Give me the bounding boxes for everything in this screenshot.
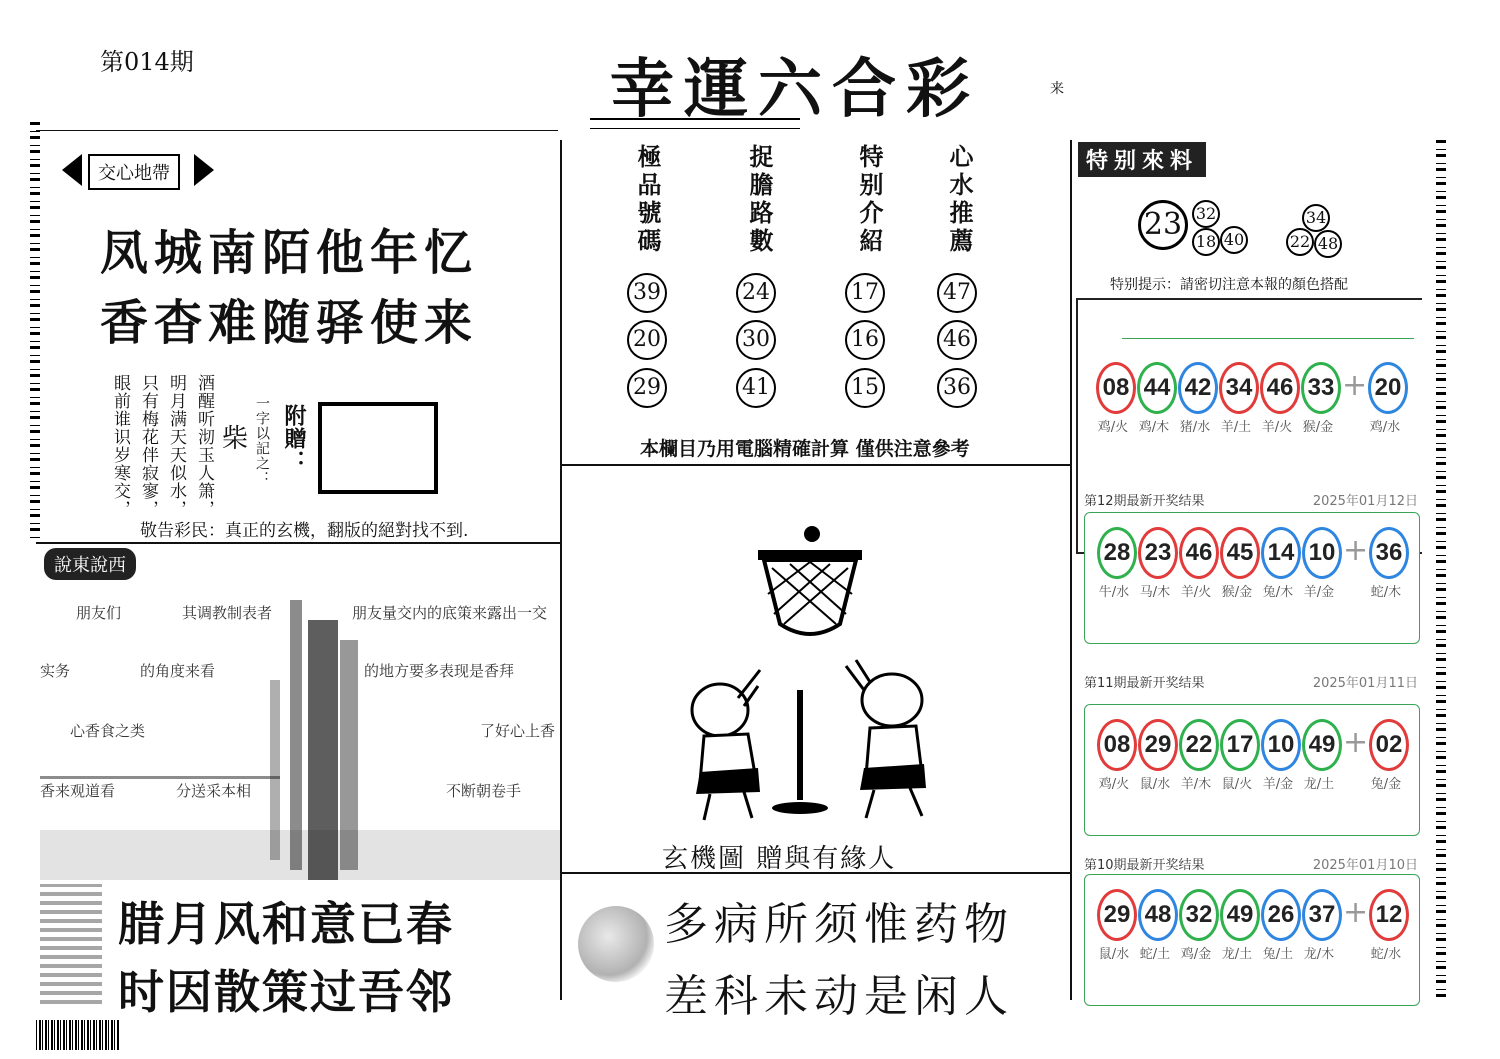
column-header-best-numbers: 極品號碼 bbox=[633, 144, 662, 256]
lottery-ball: 37 bbox=[1302, 889, 1342, 941]
ball-zodiac: 鸡/水 bbox=[1369, 420, 1401, 435]
special-ball: 40 bbox=[1220, 226, 1248, 254]
scan-text: 的角度来看 bbox=[140, 662, 216, 680]
heart-zone-tag: 交心地帶 bbox=[88, 154, 180, 190]
scan-text: 朋友量交内的底策来露出一交 bbox=[352, 604, 548, 622]
ball-zodiac: 羊/土 bbox=[1220, 420, 1252, 435]
lottery-ball: 22 bbox=[1179, 719, 1219, 771]
pick-number: 24 bbox=[736, 273, 776, 313]
lottery-ball: 08 bbox=[1096, 362, 1136, 414]
pick-number: 41 bbox=[736, 368, 776, 408]
lottery-ball: 46 bbox=[1179, 527, 1219, 579]
scan-text: 香来观道看 bbox=[40, 782, 116, 800]
result-heading bbox=[1084, 854, 1418, 873]
lottery-ball: 23 bbox=[1138, 527, 1178, 579]
lottery-ball: 46 bbox=[1260, 362, 1300, 414]
result-card bbox=[1084, 348, 1418, 478]
center-poem-line-2: 差科未动是闲人 bbox=[664, 971, 1014, 1022]
lottery-ball: 26 bbox=[1261, 889, 1301, 941]
lottery-ball: 33 bbox=[1301, 362, 1341, 414]
frame-divider-left bbox=[560, 140, 562, 1000]
poem-line-1: 凤城南陌他年忆 bbox=[100, 225, 479, 281]
vine-border-left bbox=[30, 122, 40, 542]
right-child-icon bbox=[846, 660, 926, 818]
heart-zone-label bbox=[62, 150, 212, 188]
scan-noise-block bbox=[40, 884, 102, 1004]
barcode-icon bbox=[36, 1020, 120, 1050]
ball-zodiac: 羊/火 bbox=[1180, 585, 1212, 600]
riddle-caption: 玄機圖 贈與有緣人 bbox=[662, 844, 897, 874]
pole-base-icon bbox=[772, 802, 828, 814]
lottery-ball: 29 bbox=[1138, 719, 1178, 771]
lottery-ball: 10 bbox=[1261, 719, 1301, 771]
result-heading bbox=[1084, 672, 1418, 691]
riddle-hint-label: 一字以記之： bbox=[254, 396, 270, 486]
result-date: 2025年01月10日 bbox=[1312, 858, 1418, 873]
frame-left-mid bbox=[36, 542, 560, 544]
ball-zodiac: 猪/水 bbox=[1179, 420, 1211, 435]
scan-text: 不断朝卷手 bbox=[446, 782, 522, 800]
ball-zodiac: 鼠/火 bbox=[1221, 777, 1253, 792]
ball-zodiac: 鼠/水 bbox=[1098, 947, 1130, 962]
lottery-ball: 49 bbox=[1220, 889, 1260, 941]
scan-text: 分送采本相 bbox=[176, 782, 252, 800]
lottery-ball: 28 bbox=[1097, 527, 1137, 579]
title-suffix: 来 bbox=[1050, 81, 1064, 97]
ball-zodiac: 羊/金 bbox=[1262, 777, 1294, 792]
scan-noise bbox=[40, 776, 280, 779]
ball-zodiac: 龙/土 bbox=[1221, 947, 1253, 962]
special-lottery-ball: 20 bbox=[1368, 362, 1408, 414]
left-child-icon bbox=[692, 670, 760, 820]
ball-zodiac: 鸡/金 bbox=[1180, 947, 1212, 962]
column-header-special: 特别介紹 bbox=[855, 144, 884, 256]
yin-yang-icon bbox=[578, 906, 654, 982]
ball-zodiac: 羊/金 bbox=[1303, 585, 1335, 600]
column-header-route: 捉膽路數 bbox=[745, 144, 774, 256]
column-header-recommend: 心水推薦 bbox=[945, 144, 974, 256]
ball-zodiac: 鸡/火 bbox=[1097, 420, 1129, 435]
scan-noise bbox=[40, 830, 560, 880]
pick-number: 29 bbox=[627, 368, 667, 408]
special-ball: 22 bbox=[1286, 228, 1314, 256]
plus-icon: + bbox=[1343, 725, 1369, 760]
bottom-poem-line-2: 时因散策过吾邻 bbox=[118, 965, 454, 1019]
scanned-text-area bbox=[40, 580, 560, 880]
ball-zodiac: 蛇/土 bbox=[1139, 947, 1171, 962]
plus-icon: + bbox=[1342, 368, 1368, 403]
pick-number: 39 bbox=[627, 273, 667, 313]
reader-notice: 敬告彩民：真正的玄機，翻版的絕對找不到. bbox=[140, 521, 469, 541]
pick-number: 17 bbox=[845, 273, 885, 313]
result-divider bbox=[1122, 338, 1414, 339]
frame-center-mid bbox=[560, 464, 1070, 466]
ball-zodiac: 兔/木 bbox=[1262, 585, 1294, 600]
bottom-poem-line-1: 腊月风和意已春 bbox=[118, 897, 454, 951]
ball-zodiac: 牛/水 bbox=[1098, 585, 1130, 600]
calculation-note: 本欄目乃用電腦精確計算 僅供注意參考 bbox=[640, 438, 970, 460]
ball-zodiac: 蛇/水 bbox=[1370, 947, 1402, 962]
pick-number: 36 bbox=[937, 368, 977, 408]
ball-zodiac: 龙/木 bbox=[1303, 947, 1335, 962]
lottery-ball: 17 bbox=[1220, 719, 1260, 771]
plus-icon: + bbox=[1343, 533, 1369, 568]
result-title: 第12期最新开奖结果 bbox=[1084, 494, 1205, 509]
lottery-ball: 42 bbox=[1178, 362, 1218, 414]
ball-zodiac: 兔/土 bbox=[1262, 947, 1294, 962]
lottery-ball: 48 bbox=[1138, 889, 1178, 941]
pick-number: 30 bbox=[736, 320, 776, 360]
result-title: 第11期最新开奖结果 bbox=[1084, 676, 1205, 691]
lottery-ball: 44 bbox=[1137, 362, 1177, 414]
pole-icon bbox=[797, 690, 803, 800]
frame-top-left bbox=[36, 130, 558, 131]
vine-border-right bbox=[1436, 140, 1446, 1000]
result-heading bbox=[1084, 490, 1418, 509]
ball-zodiac: 猴/金 bbox=[1221, 585, 1253, 600]
ball-zodiac: 马/木 bbox=[1139, 585, 1171, 600]
result-date: 2025年01月12日 bbox=[1312, 494, 1418, 509]
verse-col-2: 明月满天天似水， bbox=[166, 374, 186, 518]
ball-zodiac: 兔/金 bbox=[1370, 777, 1402, 792]
special-hint: 特别提示：請密切注意本報的顏色搭配 bbox=[1110, 277, 1348, 293]
ribbon-left bbox=[62, 154, 82, 186]
ball-zodiac: 鼠/水 bbox=[1139, 777, 1171, 792]
frame-divider-right bbox=[1070, 140, 1072, 1000]
scan-text: 了好心上香 bbox=[480, 722, 556, 740]
ball-zodiac: 猴/金 bbox=[1302, 420, 1334, 435]
special-ball: 48 bbox=[1314, 230, 1342, 258]
result-card bbox=[1084, 512, 1420, 644]
ball-zodiac: 龙/土 bbox=[1303, 777, 1335, 792]
riddle-illustration bbox=[660, 520, 980, 840]
lottery-ball: 14 bbox=[1261, 527, 1301, 579]
result-date: 2025年01月11日 bbox=[1312, 676, 1418, 691]
basket-icon bbox=[758, 550, 862, 634]
ball-zodiac: 羊/火 bbox=[1261, 420, 1293, 435]
verse-col-3: 只有梅花伴寂寥， bbox=[138, 374, 158, 518]
poem-line-2: 香杳难随驿使来 bbox=[100, 295, 479, 351]
special-ball: 18 bbox=[1192, 228, 1220, 256]
attach-box bbox=[318, 402, 438, 494]
special-lottery-ball: 12 bbox=[1369, 889, 1409, 941]
scan-text: 实务 bbox=[40, 662, 71, 680]
pick-number: 15 bbox=[845, 368, 885, 408]
verse-col-1: 酒醒听沏玉人箫， bbox=[194, 374, 214, 518]
ball-zodiac: 鸡/火 bbox=[1098, 777, 1130, 792]
result-title: 第10期最新开奖结果 bbox=[1084, 858, 1205, 873]
pick-number: 46 bbox=[937, 320, 977, 360]
scan-text: 心香食之类 bbox=[70, 722, 146, 740]
scan-text: 的地方要多表现是香拜 bbox=[364, 662, 515, 680]
lottery-ball: 45 bbox=[1220, 527, 1260, 579]
ribbon-right bbox=[194, 154, 214, 186]
issue-number: 第014期 bbox=[100, 48, 194, 76]
special-lottery-ball: 36 bbox=[1369, 527, 1409, 579]
scan-text: 朋友们 bbox=[76, 604, 122, 622]
pick-number: 16 bbox=[845, 320, 885, 360]
lottery-ball: 32 bbox=[1179, 889, 1219, 941]
center-poem-line-1: 多病所须惟药物 bbox=[664, 899, 1014, 950]
verse-col-4: 眼前谁识岁寒交， bbox=[110, 374, 130, 518]
page-title: 幸運六合彩 bbox=[610, 52, 980, 127]
lottery-ball: 29 bbox=[1097, 889, 1137, 941]
ball-icon bbox=[804, 526, 820, 542]
ball-zodiac: 羊/木 bbox=[1180, 777, 1212, 792]
lottery-ball: 34 bbox=[1219, 362, 1259, 414]
special-main-ball: 23 bbox=[1138, 200, 1188, 250]
ball-zodiac: 蛇/木 bbox=[1370, 585, 1402, 600]
special-ball: 32 bbox=[1192, 200, 1220, 228]
pick-number: 20 bbox=[627, 320, 667, 360]
attach-label: 附贈： bbox=[281, 404, 307, 473]
lottery-ball: 49 bbox=[1302, 719, 1342, 771]
scan-text: 其调教制表者 bbox=[182, 604, 273, 622]
result-card bbox=[1084, 874, 1420, 1006]
say-east-west-badge: 說東說西 bbox=[44, 548, 136, 580]
riddle-answer-char: 柴 bbox=[222, 424, 249, 454]
title-ornament bbox=[590, 118, 800, 129]
ball-zodiac: 鸡/木 bbox=[1138, 420, 1170, 435]
lottery-ball: 10 bbox=[1302, 527, 1342, 579]
result-card bbox=[1084, 704, 1420, 836]
pick-number: 47 bbox=[937, 273, 977, 313]
lottery-ball: 08 bbox=[1097, 719, 1137, 771]
special-lottery-ball: 02 bbox=[1369, 719, 1409, 771]
plus-icon: + bbox=[1343, 895, 1369, 930]
special-ball: 34 bbox=[1302, 204, 1330, 232]
special-info-title: 特别來料 bbox=[1078, 142, 1206, 177]
